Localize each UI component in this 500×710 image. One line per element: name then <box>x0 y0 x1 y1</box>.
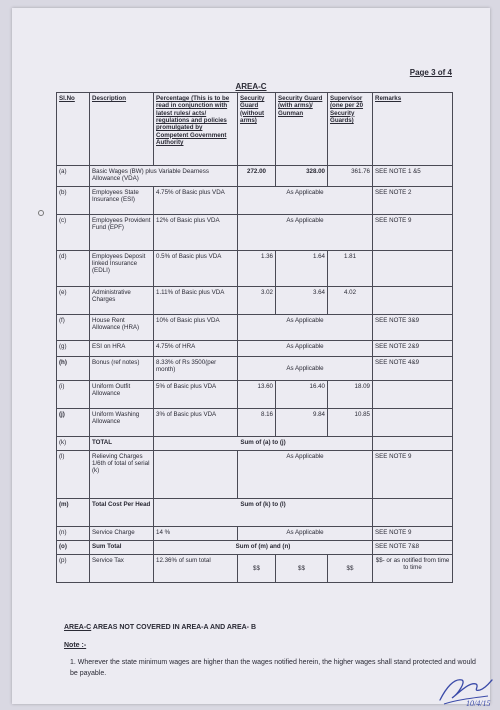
row-sl: (k) <box>57 437 90 451</box>
row-description: Administrative Charges <box>90 287 154 315</box>
header-sl-no: Sl.No <box>57 93 90 166</box>
row-guard-with-arms: $$ <box>276 555 328 583</box>
row-percentage: 4.75% of HRA <box>154 341 238 357</box>
header-supervisor: Supervisor (one per 20 Security Guards) <box>328 93 373 166</box>
header-percentage: Percentage (This is to be read in conjunction with latest rules/ acts/ regulations and policies promulgated by Competent Government Authority <box>154 93 238 166</box>
row-description: Service Tax <box>90 555 154 583</box>
row-sl: (p) <box>57 555 90 583</box>
row-sl: (i) <box>57 381 90 409</box>
punch-hole-mark <box>38 210 44 216</box>
row-sl: (l) <box>57 451 90 499</box>
header-remarks: Remarks <box>373 93 453 166</box>
table-row <box>57 215 453 251</box>
row-sl: (n) <box>57 527 90 541</box>
table-row <box>57 409 453 437</box>
row-guard-with-arms: 328.00 <box>276 166 328 187</box>
table-row <box>57 381 453 409</box>
row-description: Employees Provident Fund (EPF) <box>90 215 154 251</box>
row-percentage: 4.75% of Basic plus VDA <box>154 187 238 215</box>
table-row <box>57 555 453 583</box>
row-guard-without-arms: $$ <box>238 555 276 583</box>
table-row <box>57 341 453 357</box>
note-1: 1. Wherever the state minimum wages are higher than the wages notified herein, the higher wages shall stand protected and would be payable. <box>70 659 476 677</box>
row-description: Employees State Insurance (ESI) <box>90 187 154 215</box>
table-row <box>57 437 453 451</box>
row-remarks: $$- or as notified from time to time <box>373 555 453 583</box>
header-guard-without-arms: Security Guard (without arms) <box>238 93 276 166</box>
area-title: AREA-C <box>235 82 267 91</box>
row-remarks: SEE NOTE 7&8 <box>373 541 453 555</box>
table-row <box>57 287 453 315</box>
row-percentage: 8.33% of Rs 3500(per month) <box>154 357 238 381</box>
document-page <box>12 8 491 708</box>
row-guard-without-arms: 3.02 <box>238 287 276 315</box>
row-remarks: SEE NOTE 9 <box>373 451 453 499</box>
page-number: Page 3 of 4 <box>409 68 452 77</box>
row-remarks <box>373 409 453 437</box>
row-applicability: As Applicable <box>238 215 373 251</box>
row-description: Relieving Charges 1/6th of total of serial (k) <box>90 451 154 499</box>
table-row <box>57 451 453 499</box>
row-guard-with-arms: 9.84 <box>276 409 328 437</box>
row-remarks <box>373 437 453 451</box>
row-description: Employees Deposit linked Insurance (EDLI) <box>90 251 154 287</box>
row-percentage: 0.5% of Basic plus VDA <box>154 251 238 287</box>
row-percentage: 3% of Basic plus VDA <box>154 409 238 437</box>
row-formula: Sum of (a) to (j) <box>154 437 373 451</box>
row-supervisor: 1.81 <box>328 251 373 287</box>
row-percentage: 14 % <box>154 527 238 541</box>
row-remarks <box>373 381 453 409</box>
area-footnote-text: AREAS NOT COVERED IN AREA-A AND AREA- B <box>91 624 256 631</box>
row-remarks: SEE NOTE 9 <box>373 215 453 251</box>
table-row <box>57 187 453 215</box>
row-remarks <box>373 287 453 315</box>
row-description: House Rent Allowance (HRA) <box>90 315 154 341</box>
row-sl: (c) <box>57 215 90 251</box>
row-sl: (m) <box>57 499 90 527</box>
table-row <box>57 357 453 381</box>
row-applicability: As Applicable <box>238 451 373 499</box>
row-sl: (g) <box>57 341 90 357</box>
row-remarks: SEE NOTE 4&9 <box>373 357 453 381</box>
area-footnote-label: AREA-C <box>64 624 92 631</box>
row-supervisor: 361.76 <box>328 166 373 187</box>
row-percentage: 10% of Basic plus VDA <box>154 315 238 341</box>
row-guard-with-arms: 3.64 <box>276 287 328 315</box>
row-description: Bonus (ref notes) <box>90 357 154 381</box>
row-description: Basic Wages (BW) plus Variable Dearness Allowance (VDA) <box>90 166 238 187</box>
signature-date: 10/4/15 <box>466 699 491 708</box>
wage-table <box>56 92 453 583</box>
row-percentage <box>154 451 238 499</box>
row-guard-without-arms: 272.00 <box>238 166 276 187</box>
row-description: ESI on HRA <box>90 341 154 357</box>
row-guard-with-arms: 16.40 <box>276 381 328 409</box>
row-supervisor: 18.09 <box>328 381 373 409</box>
row-remarks: SEE NOTE 2 <box>373 187 453 215</box>
note-heading: Note :- <box>64 642 87 649</box>
row-description: Uniform Washing Allowance <box>90 409 154 437</box>
row-sl: (a) <box>57 166 90 187</box>
row-description: Sum Total <box>90 541 154 555</box>
row-supervisor: $$ <box>328 555 373 583</box>
header-description: Description <box>90 93 154 166</box>
row-percentage: 12.36% of sum total <box>154 555 238 583</box>
row-remarks: SEE NOTE 2&9 <box>373 341 453 357</box>
row-sl: (j) <box>57 409 90 437</box>
row-sl: (o) <box>57 541 90 555</box>
row-sl: (e) <box>57 287 90 315</box>
row-description: TOTAL <box>90 437 154 451</box>
row-applicability: As Applicable <box>238 315 373 341</box>
row-formula: Sum of (k) to (l) <box>154 499 373 527</box>
row-percentage: 5% of Basic plus VDA <box>154 381 238 409</box>
row-description: Service Charge <box>90 527 154 541</box>
row-guard-without-arms: 13.60 <box>238 381 276 409</box>
row-description: Total Cost Per Head <box>90 499 154 527</box>
row-applicability: As Applicable <box>238 527 373 541</box>
header-guard-with-arms: Security Guard (with arms)/ Gunman <box>276 93 328 166</box>
table-row <box>57 166 453 187</box>
row-guard-without-arms: 8.16 <box>238 409 276 437</box>
row-remarks <box>373 499 453 527</box>
area-footnote <box>64 624 256 631</box>
table-row <box>57 315 453 341</box>
row-description: Uniform Outfit Allowance <box>90 381 154 409</box>
handwritten-signature <box>436 670 496 708</box>
table-row <box>57 251 453 287</box>
row-supervisor: 10.85 <box>328 409 373 437</box>
row-remarks <box>373 251 453 287</box>
row-supervisor: 4.02 <box>328 287 373 315</box>
row-percentage: 12% of Basic plus VDA <box>154 215 238 251</box>
row-remarks: SEE NOTE 9 <box>373 527 453 541</box>
row-sl: (d) <box>57 251 90 287</box>
table-row <box>57 499 453 527</box>
row-applicability: As Applicable <box>238 357 373 381</box>
row-remarks: SEE NOTE 1 &5 <box>373 166 453 187</box>
table-row <box>57 541 453 555</box>
row-applicability: As Applicable <box>238 341 373 357</box>
row-guard-without-arms: 1.36 <box>238 251 276 287</box>
row-sl: (f) <box>57 315 90 341</box>
row-formula: Sum of (m) and (n) <box>154 541 373 555</box>
table-row <box>57 527 453 541</box>
row-guard-with-arms: 1.64 <box>276 251 328 287</box>
table-header-row <box>57 93 453 166</box>
row-applicability: As Applicable <box>238 187 373 215</box>
row-sl: (h) <box>57 357 90 381</box>
row-percentage: 1.11% of Basic plus VDA <box>154 287 238 315</box>
row-remarks: SEE NOTE 3&9 <box>373 315 453 341</box>
row-sl: (b) <box>57 187 90 215</box>
